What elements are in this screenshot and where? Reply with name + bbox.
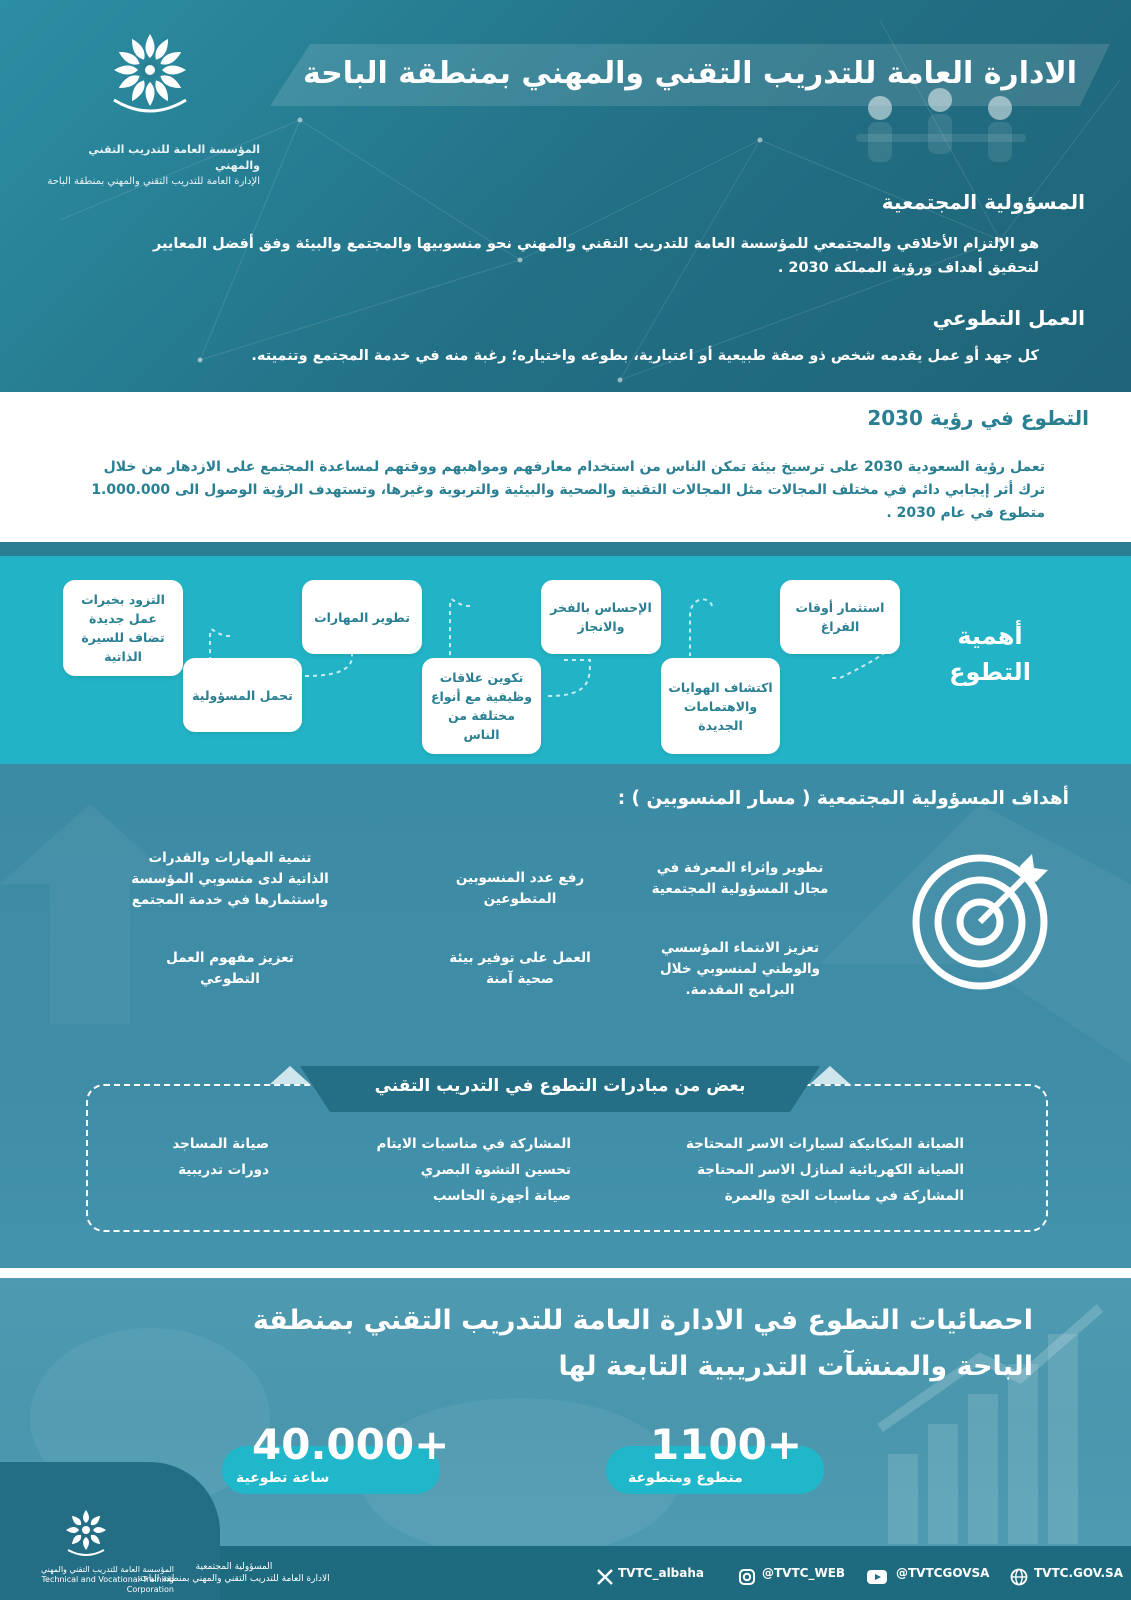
tvtc-footer-logo-icon — [64, 1508, 108, 1558]
initiative-item: تحسين التشوة البصري — [420, 1162, 571, 1178]
goal-item: رفع عدد المنسوبين المتطوعين — [455, 870, 585, 907]
goals-section — [0, 764, 1131, 1268]
footer-credit-line-1: المسؤولية المجتمعية — [195, 1562, 273, 1572]
org-name-line-2: الإدارة العامة للتدريب التقني والمهني بمنطقة الباحة — [47, 176, 260, 187]
header-section — [0, 0, 1131, 392]
goal-item: تعزيز مفهوم العمل التطوعي — [166, 950, 294, 987]
importance-section — [0, 556, 1131, 764]
goal-item: تطوير وإثراء المعرفة في مجال المسؤولية المجتمعية — [651, 860, 829, 897]
goal-item: تنمية المهارات والقدرات الذاتية لدى منسوبي المؤسسة واستثمارها في خدمة المجتمع — [131, 850, 329, 908]
footer-org-name-en: Technical and Vocational Training Corporation — [41, 1575, 174, 1594]
initiative-item: دورات تدريبية — [178, 1162, 269, 1178]
vision-heading: التطوع في رؤية 2030 — [867, 406, 1089, 430]
social-responsibility-heading: المسؤولية المجتمعية — [881, 190, 1085, 214]
importance-card: التزود بخبرات عمل جديدة تضاف للسيرة الذاتية — [63, 580, 183, 676]
tvtc-logo-icon — [108, 30, 192, 114]
org-name-line-1: المؤسسة العامة للتدريب التقني والمهني — [88, 143, 260, 172]
importance-card: استثمار أوقات الفراغ — [780, 580, 900, 654]
initiative-item: صيانة أجهزة الحاسب — [433, 1188, 571, 1204]
initiative-item: المشاركة في مناسبات الحج والعمرة — [724, 1188, 964, 1204]
importance-card: الإحساس بالفخر والانجاز — [541, 580, 661, 654]
importance-card: تكوين علاقات وظيفية مع أنواع مختلفة من الناس — [422, 658, 541, 754]
hours-value: 40.000+ — [252, 1420, 450, 1469]
initiative-item: المشاركة في مناسبات الايتام — [376, 1136, 571, 1152]
instagram-handle-link[interactable]: @TVTC_WEB — [762, 1566, 846, 1580]
vision-section — [0, 392, 1131, 542]
x-handle-link[interactable]: TVTC_albaha — [618, 1566, 705, 1580]
globe-icon[interactable] — [1010, 1568, 1028, 1586]
goal-item: تعزيز الانتماء المؤسسي والوطني لمنسوبي خلال البرامج المقدمة. — [659, 940, 821, 998]
importance-card: تطوير المهارات — [302, 580, 422, 654]
hours-label: ساعة تطوعية — [236, 1470, 330, 1486]
footer-credit-line-2: الادارة العامة للتدريب التقني والمهني بمنطقة الباحة — [138, 1574, 330, 1584]
initiative-item: صيانة المساجد — [172, 1136, 269, 1152]
importance-card: اكتشاف الهوايات والاهتمامات الجديدة — [661, 658, 780, 754]
footer-org-name-ar: المؤسسة العامة للتدريب التقني والمهني — [40, 1565, 174, 1574]
volunteer-work-text: كل جهد أو عمل يقدمه شخص ذو صفة طبيعية أو اعتبارية، بطوعه واختياره؛ رغبة منه في خدمة المجتمع وتنميته. — [251, 348, 1039, 364]
initiative-item: الصيانة الميكانيكة لسيارات الاسر المحتاجة — [685, 1136, 964, 1152]
x-twitter-icon[interactable] — [596, 1568, 614, 1586]
section-divider — [0, 1268, 1131, 1278]
page-title: الادارة العامة للتدريب التقني والمهني بمنطقة الباحة — [302, 56, 1077, 91]
initiatives-title: بعض من مبادرات التطوع في التدريب التقني — [374, 1076, 746, 1096]
initiative-item: الصيانة الكهربائية لمنازل الاسر المحتاجة — [697, 1162, 964, 1178]
social-responsibility-text: هو الإلتزام الأخلاقي والمجتمعي للمؤسسة العامة للتدريب التقني والمهني نحو منسوبيها والمجتمع والبيئة وفق أفضل المعايير لتحقيق أهداف ورؤية المملكة 2030 . — [152, 236, 1039, 276]
org-name — [40, 142, 260, 190]
stats-title: احصائيات التطوع في الادارة العامة للتدريب التقني بمنطقة الباحة والمنشآت التدريبية التابعة لها — [252, 1305, 1033, 1382]
importance-card: تحمل المسؤولية — [183, 658, 302, 732]
youtube-handle-link[interactable]: @TVTCGOVSA — [896, 1566, 990, 1580]
vision-text: تعمل رؤية السعودية 2030 على ترسيخ بيئة تمكن الناس من استخدام معارفهم ومواهبهم ووقتهم لمساعدة المجتمع على الازدهار من خلال ترك أثر إيجابي دائم في مختلف المجالات مثل المجالات التقنية والصحية والبيئية والتربوية وغيرها، وتستهدف الرؤية الوصول الى 1.000.000 متطوع في عام 2030 . — [91, 459, 1045, 521]
importance-title: أهمية التطوع — [949, 622, 1031, 686]
instagram-icon[interactable] — [738, 1568, 756, 1586]
volunteer-work-heading: العمل التطوعي — [932, 306, 1085, 330]
footer-credit — [119, 1561, 349, 1585]
target-icon — [908, 844, 1058, 994]
goals-title: أهداف المسؤولية المجتمعية ( مسار المنسوبين ) : — [617, 788, 1069, 809]
website-link[interactable]: TVTC.GOV.SA — [1034, 1566, 1123, 1580]
goal-item: العمل على توفير بيئة صحية آمنة — [449, 950, 591, 987]
youtube-icon[interactable] — [866, 1568, 888, 1586]
volunteers-value: 1100+ — [650, 1420, 803, 1469]
volunteers-label: متطوع ومتطوعة — [628, 1470, 743, 1486]
